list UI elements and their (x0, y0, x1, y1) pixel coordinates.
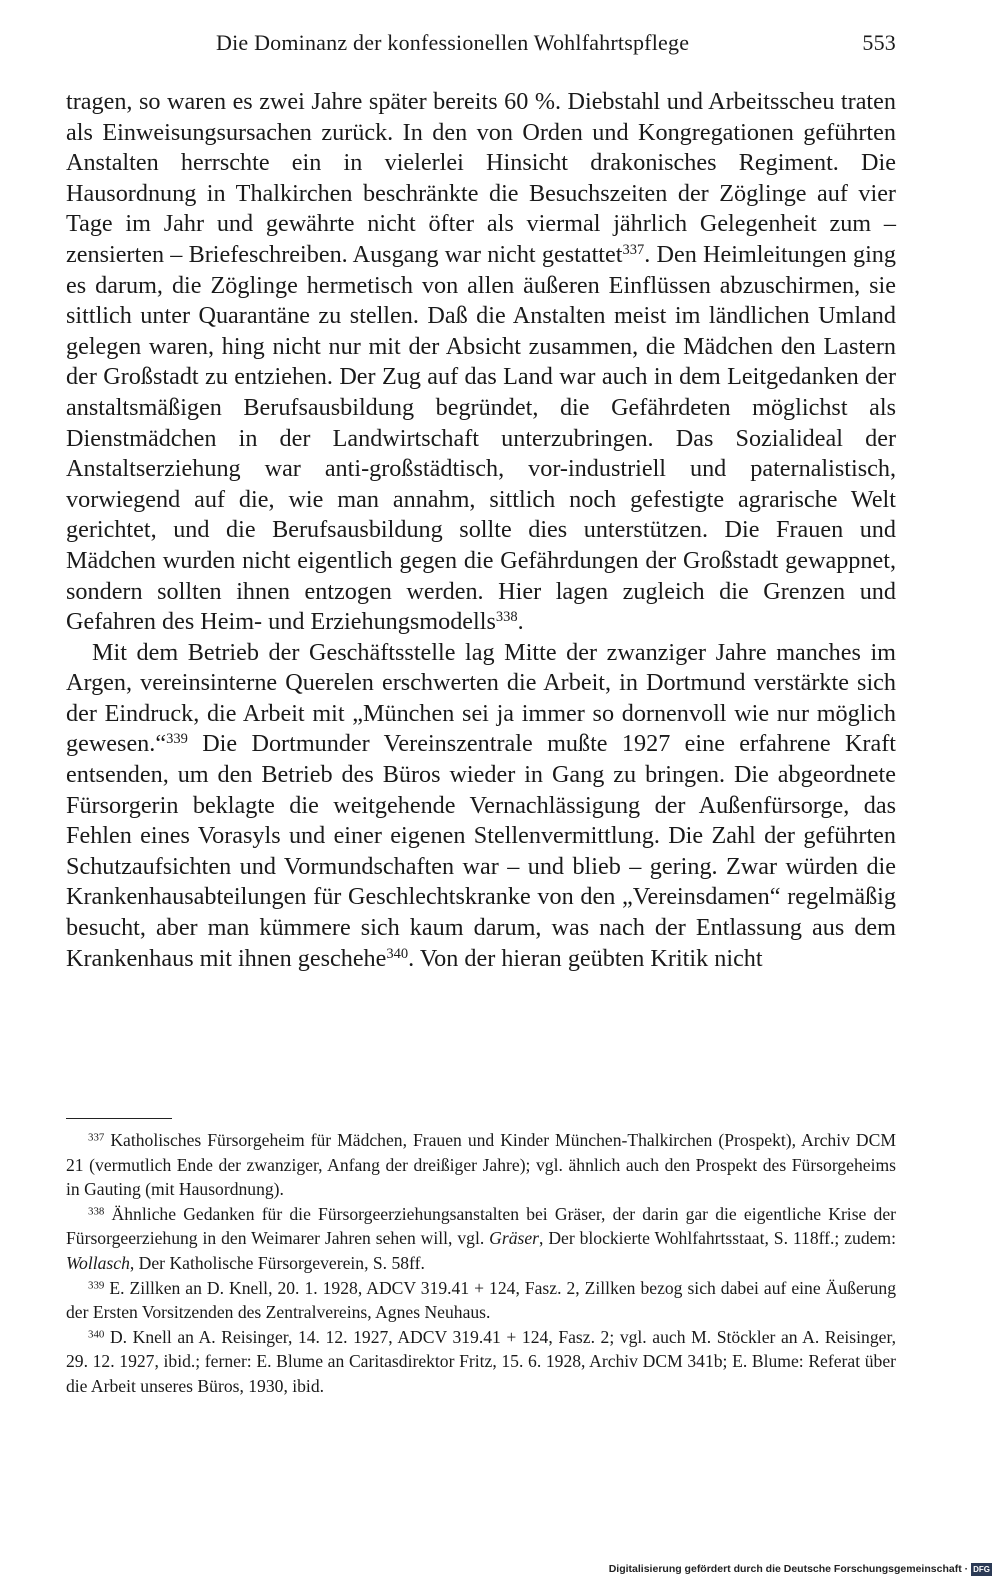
footnote-ref-337[interactable]: 337 (622, 241, 645, 258)
footnote-number: 340 (88, 1328, 105, 1341)
footnotes (66, 1128, 896, 1399)
author-name: Gräser (489, 1228, 540, 1249)
footnote-ref-339[interactable]: 339 (166, 731, 188, 748)
footnote-ref-340[interactable]: 340 (386, 945, 409, 962)
footnote-338: $^{338}$ Ähnliche Gedanken für die Fürsorgeerziehungsanstalten bei Gräser, der darin gar die eigentliche Krise der Fürsorgeerziehung in den Weimarer Jahren sehen will, vgl. Gräser, Der blockierte Wohlfahrtsstaat, S. 118ff.; zudem: Wollasch, Der Katholische Fürsorgeverein, S. 58ff. (66, 1203, 897, 1273)
footnote-337: $^{337}$ Katholisches Fürsorgeheim für Mädchen, Frauen und Kinder München-Thalkirchen (Prospekt), Archiv DCM 21 (vermutlich Ende der zwanziger, Anfang der dreißiger Jahre); vgl. ähnlich auch den Prospekt des Fürsorgeheims in Gauting (mit Hausordnung). (66, 1130, 896, 1200)
paragraph: Mit dem Betrieb der Geschäftsstelle lag Mitte der zwanziger Jahre manches im Argen, vereinsinterne Querelen erschwerten die Arbeit, in Dortmund verstärkte sich der Eindruck, die Arbeit mit „München sei ja immer so dornenvoll wie nur möglich gewesen.“$^{339}$ Die Dortmunder Vereinszentrale mußte 1927 eine erfahrene Kraft entsenden, um den Betrieb des Büros wieder in Gang zu bringen. Die abgeordnete Fürsorgerin beklagte die weitgehende Vernachlässigung der Außenfürsorge, das Fehlen eines Vorasyls und einer eigenen Stellenvermittlung. Die Zahl der geführten Schutzaufsichten und Vormundschaften war – und blieb – gering. Zwar würden die Krankenhausabteilungen für Geschlechtskranke von den „Vereinsdamen“ regelmäßig besucht, aber man kümmere sich kaum darum, was nach der Entlassung aus dem Krankenhaus mit ihnen geschehe$^{340}$. Von der hieran geübten Kritik nicht (66, 638, 896, 972)
digitization-footer (609, 1560, 992, 1578)
footnote-number: 337 (88, 1131, 105, 1144)
footnote-340: $^{340}$ D. Knell an A. Reisinger, 14. 12. 1927, ADCV 319.41 + 124, Fasz. 2; vgl. auch M. Stöckler an A. Reisinger, 29. 12. 1927, ibid.; ferner: E. Blume an Caritasdirektor Fritz, 15. 6. 1928, Archiv DCM 341b; E. Blume: Referat über die Arbeit unseres Büros, 1930, ibid. (66, 1326, 896, 1396)
footnote-number: 338 (88, 1205, 105, 1218)
page-number: 553 (862, 30, 896, 55)
footnote-339: $^{339}$ E. Zillken an D. Knell, 20. 1. 1928, ADCV 319.41 + 124, Fasz. 2, Zillken bezog sich dabei auf eine Äußerung der Ersten Vorsitzenden des Zentralvereins, Agnes Neuhaus. (66, 1277, 896, 1323)
footnote-ref-338[interactable]: 338 (495, 609, 518, 626)
footer-text: Digitalisierung gefördert durch die Deutsche Forschungsgemeinschaft · (608, 1563, 969, 1575)
author-name: Wollasch (66, 1252, 130, 1273)
running-header (66, 30, 896, 66)
footnote-separator (66, 1118, 172, 1119)
footnote-number: 339 (88, 1279, 105, 1292)
running-title: Die Dominanz der konfessionellen Wohlfahrtspflege (216, 30, 690, 55)
paragraph: tragen, so waren es zwei Jahre später bereits 60 %. Diebstahl und Arbeitsscheu traten als Einweisungsursachen zurück. In den von Orden und Kongregationen geführten Anstalten herrschte ein in vielerlei Hinsicht drakonisches Regiment. Die Hausordnung in Thalkirchen beschränkte die Besuchszeiten der Zöglinge auf vier Tage im Jahr und gewährte nicht öfter als viermal jährlich Gelegenheit zum – zensierten – Briefeschreiben. Ausgang war nicht gestattet$^{337}$. Den Heimleitungen ging es darum, die Zöglinge hermetisch von allen äußeren Einflüssen abzuschirmen, sie sittlich unter Quarantäne zu stellen. Daß die Anstalten meist im ländlichen Umland gelegen waren, hing nicht nur mit der Absicht zusammen, die Mädchen den Lastern der Großstadt zu entziehen. Der Zug auf das Land war auch in dem Leitgedanken der anstaltsmäßigen Berufsausbildung begründet, die Gefährdeten möglichst als Dienstmädchen in der Landwirtschaft unterzubringen. Das Sozialideal der Anstaltserziehung war anti-großstädtisch, vor-industriell und paternalistisch, vorwiegend auf die, wie man annahm, sittlich noch gefestigte agrarische Welt gerichtet, und die Berufsausbildung sollte dies unterstützen. Die Frauen und Mädchen wurden nicht eigentlich gegen die Gefährdungen der Großstadt gewappnet, sondern sollten ihnen entzogen werden. Hier lagen zugleich die Grenzen und Gefahren des Heim- und Erziehungsmodells$^{338}$. (66, 88, 896, 636)
dfg-logo-icon: DFG (973, 1564, 990, 1574)
main-text (66, 87, 896, 974)
